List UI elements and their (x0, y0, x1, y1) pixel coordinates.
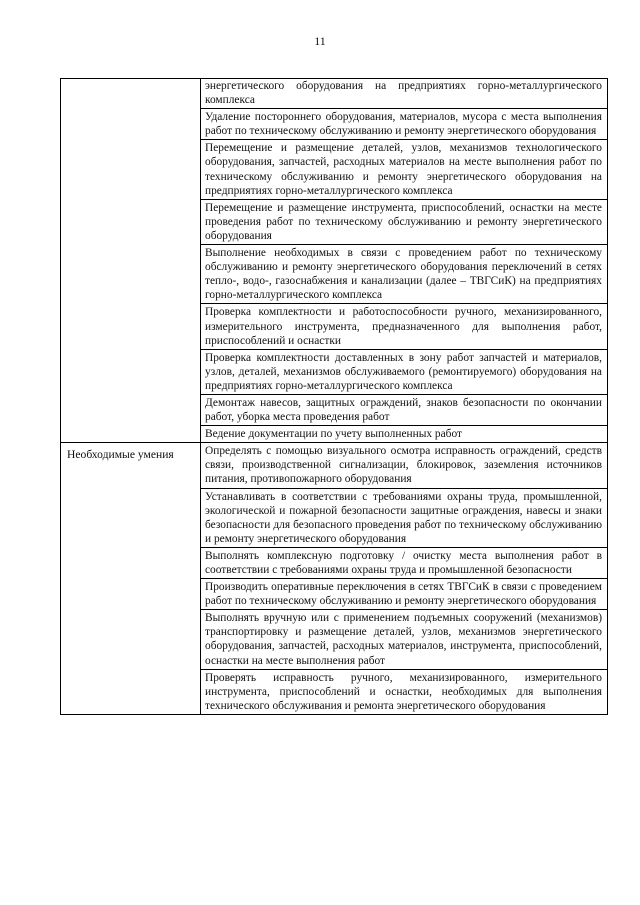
row-label-cell (61, 79, 201, 443)
row-label-cell (61, 443, 201, 715)
list-item: Перемещение и размещение инструмента, приспособлений, оснастки на месте проведения работ по техническому обслуживанию и ремонту энергетического оборудования (201, 199, 607, 244)
table-row-required-skills (61, 443, 608, 715)
list-item: Устанавливать в соответствии с требованиями охраны труда, промышленной, экологической и пожарной безопасности защитные ограждения, навесы и знаки безопасности для безопасного проведения работ по техническому обслуживанию и ремонту энергетического оборудования (201, 488, 607, 547)
list-item: Выполнять вручную или с применением подъемных сооружений (механизмов) транспортировку и размещение деталей, узлов, механизмов энергетического оборудования, запчастей, расходных материалов, инструмента, приспособлений, оснастки на месте выполнения работ (201, 609, 607, 668)
list-item: Проверка комплектности доставленных в зону работ запчастей и материалов, узлов, деталей, механизмов обслуживаемого (ремонтируемого) оборудования на предприятиях горно-металлургического комплекса (201, 349, 607, 394)
list-item: Удаление постороннего оборудования, материалов, мусора с места выполнения работ по техническому обслуживанию и ремонту энергетического оборудования (201, 108, 607, 139)
list-item: энергетического оборудования на предприятиях горно-металлургического комплекса (205, 80, 602, 107)
page-number: 11 (314, 34, 326, 48)
items-cell (201, 79, 608, 443)
list-item: Выполнение необходимых в связи с проведением работ по техническому обслуживанию и ремонту энергетического оборудования переключений в сетях тепло-, водо-, газоснабжения и канализации (далее – ТВГСиК) на предприятиях горно-металлургического комплекса (201, 244, 607, 303)
list-item: Проверка комплектности и работоспособности ручного, механизированного, измерительного инструмента, предназначенного для выполнения работ, приспособлений и оснастки (201, 303, 607, 348)
list-item: Производить оперативные переключения в сетях ТВГСиК в связи с проведением работ по техническому обслуживанию и ремонту энергетического оборудования (201, 578, 607, 609)
list-item: Демонтаж навесов, защитных ограждений, знаков безопасности по окончании работ, уборка места проведения работ (201, 394, 607, 425)
row-label-required-skills: Необходимые умения (67, 448, 174, 462)
list-item: Выполнять комплексную подготовку / очистку места выполнения работ в соответствии с требованиями охраны труда и промышленной безопасности (201, 547, 607, 578)
list-item: Ведение документации по учету выполненных работ (201, 425, 607, 442)
list-item: Перемещение и размещение деталей, узлов, механизмов технологического оборудования, запчастей, расходных материалов на месте выполнения работ по техническому обслуживанию и ремонту энергетического оборудования на предприятиях горно-металлургического комплекса (201, 139, 607, 198)
list-item: Проверять исправность ручного, механизированного, измерительного инструмента, приспособлений и оснастки, необходимых для выполнения технического обслуживания и ремонта энергетического оборудования (201, 669, 607, 714)
table-row-labor-actions (61, 79, 608, 443)
requirements-table (60, 78, 608, 715)
list-item: Определять с помощью визуального осмотра исправность ограждений, средств связи, производственной сигнализации, блокировок, заземления источников питания, противопожарного оборудования (205, 445, 602, 486)
items-cell (201, 443, 608, 715)
